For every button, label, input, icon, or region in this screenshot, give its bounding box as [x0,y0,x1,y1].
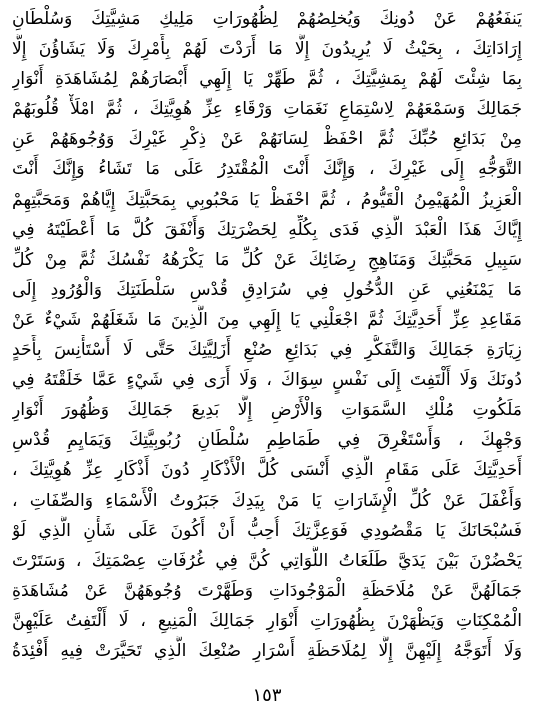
text-line: الْمُمْكِنَاتِ وَيَظْهَرْنَ بِظُهُورَاتِ أَنْوَارِ جَمَالِكَ الْمَنِيعِ ، لَا أَلْتَفِتُ عَلَيْهِنَّ [12,610,522,631]
text-line: إِرَادَاتِكَ ، بِحَيْثُ لَا يُرِيدُونَ إِلَّا مَا أَرَدْتَ لَهُمْ بِأَمْرِكَ وَلَا يَشَاؤُنَ إِلَّا [12,39,522,60]
text-line: مَا يَمْنَعُنِي عَنِ الدُّخُولِ فِي سُرَادِقِ قُدْسِ سَلْطَنَتِكَ وَالْوُرُودِ إِلَى [12,279,522,300]
text-line: يَنفَعُهُمْ عَنْ دُونِكَ وَيُخلِصُهُمْ لِظُهُورَاتِ مَلِيكِ مَشِيَّتِكَ وَسُلْطَانِ [12,9,522,29]
text-line: مَلَكُوتِ مُلْكِ السَّمَوَاتِ وَالْأَرْضِ إِلَّا بَدِيعَ جَمَالِكَ وَظُهُورَ أَنْوَارِ [12,400,522,421]
text-line: دُونَكَ وَلَا أَلْتَفِتَ إِلَى نَفْسٍ سِوَاكَ ، وَلَا أَرَى فِي شَيْءٍ عَمَّا خَلَقْتَهُ فِي [12,370,522,391]
text-line: الْعَزِيزُ الْمُهَيْمِنُ الْقَيُّومُ ، ثُمَّ احْفَظْ يَا مَحْبُوبِي بِمَحَبَّتِكَ إِيَّاهُمْ وَمَحَبَّتِهِمْ [12,189,522,210]
text-line: وَجْهِكَ ، وَأَسْتَغْرِقَ فِي طَمَاطِمِ سُلْطَانِ رُبُوبِيَّتِكَ وَيَمَايِمِ قُدْسِ [12,430,522,451]
text-line: فَسُبْحَانَكَ يَا مَقْصُودِي فَوَعِزَّتِكَ أُحِبُّ أَنْ أَكُونَ عَلَى شَأْنِ الَّذِي لَوْ [12,520,522,541]
text-line: جَمَالِكَ وَسَمْعَهُمْ لِاسْتِمَاعِ نَغَمَاتِ وَرْقَاءِ عِزِّ هُوِيَّتِكَ ، ثُمَّ امْلَأْ قُلُوبَهُمْ [12,99,522,120]
text-line: سَبِيلِ مَحَبَّتِكَ وَمَنَاهِجِ رِضَائِكَ عَنْ كُلِّ مَا يَكْرَهُهُ نَفْسُكَ ثُمَّ مِنْ كُلِّ [12,249,522,270]
text-line: يَحْضُرْنَ بَيْنَ يَدَيَّ طَلَعَاتُ اللَّوَاتِي كُنَّ فِي غُرُفَاتِ عِصْمَتِكَ ، وَسَتَرْتَ [12,550,522,571]
page-number: ١٥٣ [252,685,282,706]
text-line: بِمَا شِئْتَ لَهُمْ بِمَشِيَّتِكَ ، ثُمَّ طَهِّرْ يَا إِلَهِي أَبْصَارَهُمْ لِمُشَاهَدَةِ أَنْوَارِ [12,69,522,90]
text-line: مِنْ بَدَائِعِ حُبِّكَ ثُمَّ احْفَظْ لِسَانَهُمْ عَنْ ذِكْرِ غَيْرِكَ وَوُجُوهَهُمْ عَنِ [12,129,522,150]
text-line: أَحَدِيَّتِكَ عَلَى مَقَامِ الَّذِي أَنْسَى كُلَّ الْأَذْكَارِ دُونَ أَذْكَارِ عِزِّ هُوِيَّتِكَ ، [12,460,522,481]
text-line: مَقَاعِدِ عِزِّ أَحَدِيَّتِكَ ثُمَّ اجْعَلْنِي يَا إِلَهِي مِنَ الَّذِينَ مَا شَغَلَهُمْ شَيْءٌ عَنْ [12,309,522,330]
text-line: التَّوَجُّهِ إِلَى غَيْرِكَ ، وَإِنَّكَ أَنْتَ الْمُقْتَدِرُ عَلَى مَا تَشَاءُ وَإِنَّكَ أَنْتَ [12,159,522,180]
text-line: وَلَا أَتَوَجَّهُ إِلَيْهِنَّ إِلَّا لِمُلَاحَظَةِ أَسْرَارِ صُنْعِكَ الَّذِي تَحَيَّرَتْ فِيهِ أَفْئِدَةُ [12,640,522,661]
text-line: جَمَالَهُنَّ عَنْ مُلَاحَظَةِ الْمَوْجُودَاتِ وَطَهَّرْتَ وُجُوهَهُنَّ عَنْ مُشَاهَدَةِ [12,580,522,601]
text-line: زِيَارَةِ جَمَالِكَ وَالتَّفَكُّرِ فِي بَدَائِعِ صُنْعِ أَزَلِيَّتِكَ حَتَّى لَا أَسْتَأْنِسَ بِأَحَدٍ [12,340,522,361]
text-line: إِيَّاكَ هَذَا الْعَبْدَ الَّذِي فَدَى بِكُلِّهِ لِحَضْرَتِكَ وَأَنْفَقَ كُلَّ مَا أَعْطَيْتَهُ فِي [12,219,522,240]
body-text [12,4,522,666]
text-line: وَأَغْفَلَ عَنْ كُلِّ الْإِشَارَاتِ يَا مَنْ بِيَدِكَ جَبَرُوتُ الْأَسْمَاءِ وَالصِّفَاتِ ، [12,490,522,511]
